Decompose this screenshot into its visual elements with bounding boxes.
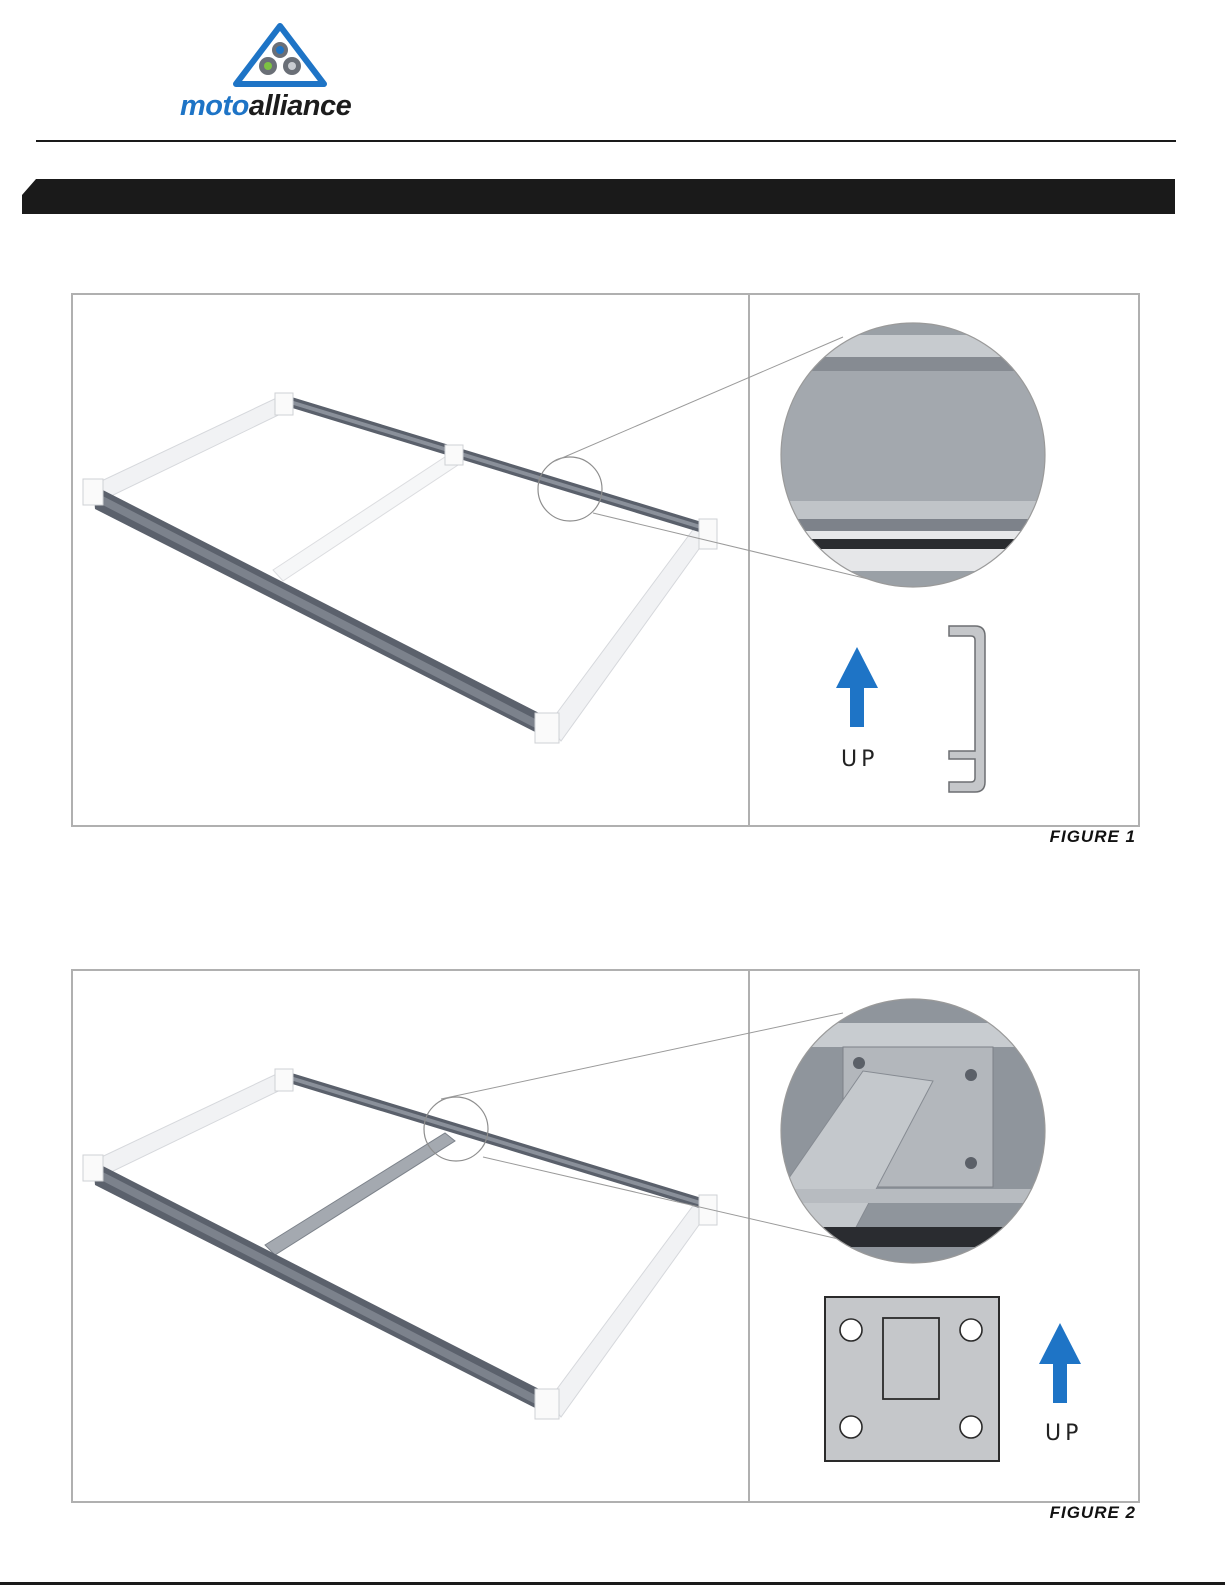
- figure-2-illustration: [73, 971, 1138, 1501]
- up-label: UP: [1045, 1421, 1083, 1446]
- figure-1-illustration: [73, 295, 1138, 825]
- section-title-bar: [22, 179, 1175, 214]
- zoom-callout: [424, 991, 1063, 1281]
- up-arrow-icon: [836, 647, 878, 727]
- channel-profile-icon: [949, 626, 985, 792]
- mount-plate-icon: [825, 1297, 999, 1461]
- up-label: UP: [841, 747, 879, 772]
- zoom-callout: [538, 315, 1063, 605]
- frame-assembly: [83, 1069, 717, 1419]
- figure-2-panel: [71, 969, 1140, 1522]
- frame-assembly: [83, 393, 717, 743]
- figure-1-caption: FIGURE 1: [1020, 827, 1136, 847]
- brand-word-moto: moto: [180, 90, 249, 122]
- brand-word-alliance: alliance: [248, 90, 352, 122]
- zoom-detail-channel: [773, 315, 1063, 605]
- brand-logo: [180, 22, 370, 122]
- zoom-detail-bracket: [773, 991, 1063, 1281]
- figure-1-panel: [71, 293, 1140, 846]
- header-rule: [36, 140, 1176, 142]
- figure-2-caption: FIGURE 2: [1020, 1503, 1136, 1523]
- triangle-gears-logo-icon: [232, 22, 328, 88]
- brand-wordmark: [180, 90, 351, 123]
- up-arrow-icon: [1039, 1323, 1081, 1403]
